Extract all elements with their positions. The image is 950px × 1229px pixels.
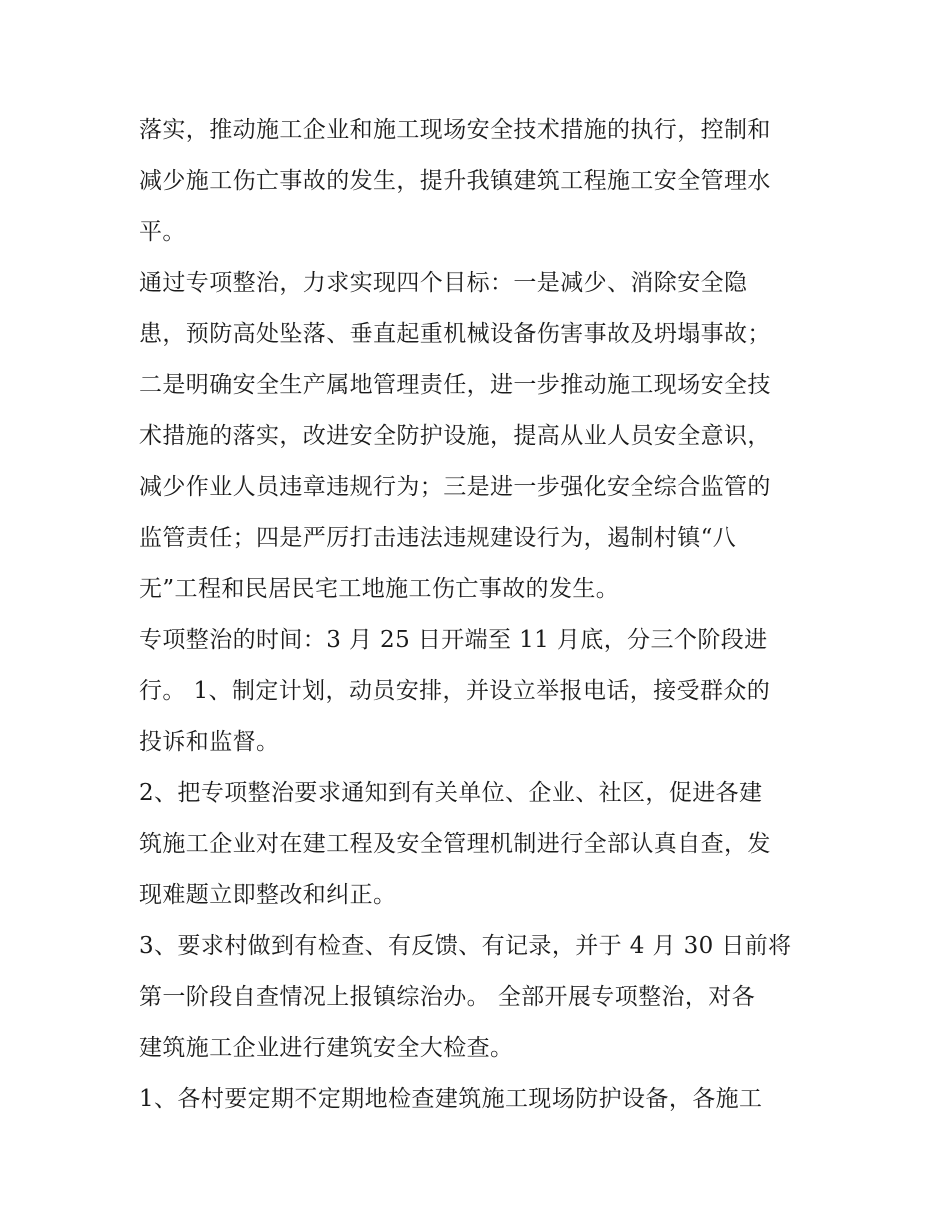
text-line: 现难题立即整改和纠正。: [139, 882, 397, 908]
text-line: 行。 1、制定计划，动员安排，并设立举报电话，接受群众的: [139, 678, 771, 704]
text-line: 二是明确安全生产属地管理责任，进一步推动施工现场安全技: [139, 372, 771, 398]
text-line: 专项整治的时间：3 月 25 日开端至 11 月底，分三个阶段进: [139, 627, 768, 653]
text-line: 无”工程和民居民宅工地施工伤亡事故的发生。: [139, 576, 620, 602]
text-line: 监管责任；四是严厉打击违法违规建设行为，遏制村镇“八: [139, 525, 737, 551]
text-line: 筑施工企业对在建工程及安全管理机制进行全部认真自查，发: [139, 831, 771, 857]
text-line: 平。: [139, 219, 186, 245]
text-line: 建筑施工企业进行建筑安全大检查。: [139, 1035, 514, 1061]
text-line: 患，预防高处坠落、垂直起重机械设备伤害事故及坍塌事故；: [139, 321, 771, 347]
text-line: 第一阶段自查情况上报镇综治办。 全部开展专项整治，对各: [139, 984, 756, 1010]
text-line: 减少施工伤亡事故的发生，提升我镇建筑工程施工安全管理水: [139, 168, 771, 194]
text-line: 1、各村要定期不定期地检查建筑施工现场防护设备，各施工: [139, 1086, 763, 1112]
text-line: 3、要求村做到有检查、有反馈、有记录，并于 4 月 30 日前将: [139, 933, 792, 959]
text-line: 落实，推动施工企业和施工现场安全技术措施的执行，控制和: [139, 117, 771, 143]
text-line: 投诉和监督。: [139, 729, 280, 755]
text-line: 通过专项整治，力求实现四个目标：一是减少、消除安全隐: [139, 270, 748, 296]
text-line: 减少作业人员违章违规行为；三是进一步强化安全综合监管的: [139, 474, 771, 500]
text-line: 术措施的落实，改进安全防护设施，提高从业人员安全意识，: [139, 423, 771, 449]
text-line: 2、把专项整治要求通知到有关单位、企业、社区，促进各建: [139, 780, 763, 806]
